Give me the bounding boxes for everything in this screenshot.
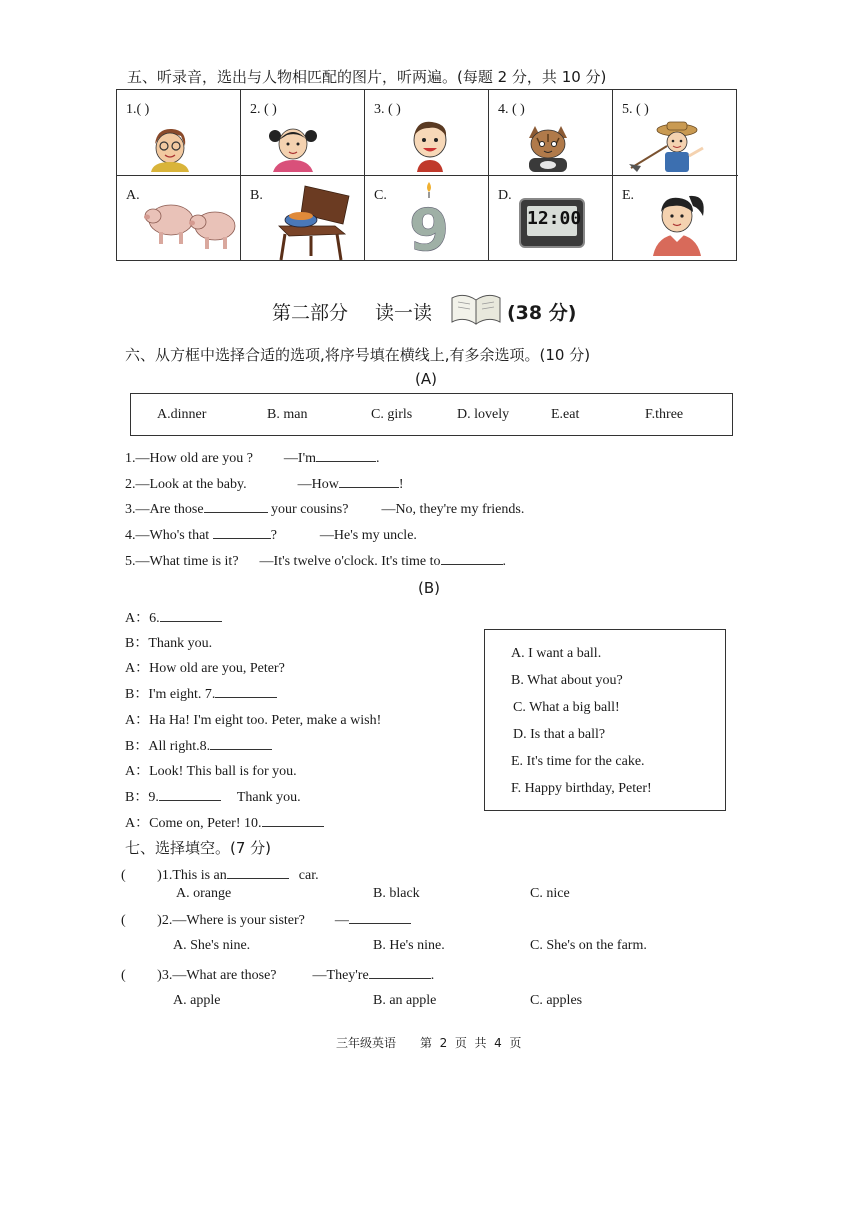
part2-title-left: 第二部分 — [272, 302, 349, 324]
answer-blank[interactable] — [204, 500, 268, 513]
mc-question-2 — [121, 911, 411, 929]
cell-label: A. — [126, 188, 140, 203]
dialog-text: All right.8. — [148, 739, 211, 754]
question-text-mid: your cousins? — [271, 502, 349, 517]
dialog-text: I'm eight. 7. — [148, 687, 216, 702]
table-cell-c — [365, 176, 489, 260]
boy-glasses-icon — [145, 124, 195, 172]
option-b-b: B. What about you? — [511, 673, 623, 688]
answer-paren[interactable]: ( ) — [121, 913, 162, 928]
cell-label: 2. ( ) — [250, 102, 277, 117]
options-box-a — [130, 393, 733, 436]
cell-label: C. — [374, 188, 387, 203]
option-b-e: E. It's time for the cake. — [511, 754, 645, 769]
girl-pigtails-icon — [263, 122, 323, 172]
dialog-text: Ha Ha! I'm eight too. Peter, make a wish! — [149, 713, 382, 728]
number-nine-candle-icon — [409, 180, 449, 256]
section6-heading: 六、从方框中选择合适的选项,将序号填在横线上,有多余选项。(10 分) — [125, 346, 591, 364]
mc-choice-2c[interactable]: C. She's on the farm. — [530, 938, 647, 953]
speaker: B： — [125, 739, 149, 754]
option-b-f: F. Happy birthday, Peter! — [511, 781, 652, 796]
answer-paren[interactable]: ( ) — [121, 868, 162, 883]
answer-paren[interactable]: ( ) — [121, 968, 162, 983]
table-cell-4 — [489, 90, 613, 176]
answer-blank[interactable] — [349, 911, 411, 924]
table-cell-5 — [613, 90, 738, 176]
option-b-d: D. Is that a ball? — [513, 727, 606, 742]
question-text: 2.—Look at the baby. — [125, 477, 247, 492]
option-a: A.dinner — [157, 407, 207, 422]
question-end: —They're — [312, 968, 369, 983]
chair-with-bowl-icon — [271, 184, 351, 260]
speaker: A： — [125, 611, 150, 626]
dialog-line-8 — [125, 786, 301, 806]
question-end: car. — [298, 868, 319, 883]
question-text: 1.This is an — [161, 868, 227, 883]
dialog-line-9 — [125, 812, 324, 832]
answer-blank[interactable] — [441, 552, 503, 565]
answer-blank[interactable] — [369, 966, 431, 979]
mc-choice-1c[interactable]: C. nice — [530, 886, 570, 901]
dialog-text: Look! This ball is for you. — [149, 764, 297, 779]
dialog-text: Thank you. — [148, 636, 213, 651]
cell-label: 5. ( ) — [622, 102, 649, 117]
answer-blank[interactable] — [210, 737, 272, 750]
question-text: 5.—What time is it? — [125, 554, 239, 569]
option-b: B. man — [267, 407, 308, 422]
mc-question-1 — [121, 866, 319, 884]
section6-sub-a: (A) — [415, 370, 437, 388]
dialog-line-2 — [125, 632, 212, 652]
girl-ponytail-icon — [643, 186, 713, 256]
clock-readout: 12:00 — [527, 208, 582, 229]
answer-blank[interactable] — [227, 866, 289, 879]
mc-choice-2b[interactable]: B. He's nine. — [373, 938, 445, 953]
answer-blank[interactable] — [160, 609, 222, 622]
section5-heading: 五、听录音，选出与人物相匹配的图片，听两遍。(每题 2 分，共 10 分) — [127, 68, 607, 86]
boy-icon — [405, 118, 455, 172]
table-cell-1 — [117, 90, 241, 176]
speaker: A： — [125, 661, 150, 676]
cell-label: E. — [622, 188, 635, 203]
answer-text: —It's twelve o'clock. It's time to — [259, 554, 441, 569]
question-text: 3.—What are those? — [161, 968, 277, 983]
answer-blank[interactable] — [159, 788, 221, 801]
question-text: 4.—Who's that — [125, 528, 210, 543]
mc-choice-1b[interactable]: B. black — [373, 886, 420, 901]
section6-sub-b: (B) — [418, 579, 440, 597]
question-text: 3.—Are those — [125, 502, 204, 517]
question-a4 — [125, 526, 417, 544]
question-end: — — [334, 913, 349, 928]
mc-choice-3c[interactable]: C. apples — [530, 993, 583, 1008]
question-end: . — [376, 451, 380, 466]
cell-label: 1.( ) — [126, 102, 150, 117]
picture-matching-table — [116, 89, 737, 261]
dialog-text: How old are you, Peter? — [149, 661, 285, 676]
dialog-line-1 — [125, 607, 222, 627]
dialog-text: Come on, Peter! 10. — [149, 816, 262, 831]
cell-label: 3. ( ) — [374, 102, 401, 117]
answer-text: —No, they're my friends. — [381, 502, 525, 517]
answer-blank[interactable] — [213, 526, 271, 539]
question-a5 — [125, 552, 506, 570]
dialog-line-3 — [125, 657, 285, 677]
digital-clock-icon — [519, 198, 585, 248]
question-end: ! — [398, 477, 404, 492]
part2-title-mid: 读一读 — [375, 302, 433, 324]
options-box-b — [484, 629, 726, 811]
speaker: B： — [125, 636, 149, 651]
answer-text: —I'm — [283, 451, 316, 466]
option-b-a: A. I want a ball. — [511, 646, 602, 661]
part2-title-right: (38 分) — [507, 302, 577, 324]
cell-label: 4. ( ) — [498, 102, 525, 117]
question-a1 — [125, 449, 380, 467]
answer-blank[interactable] — [339, 475, 399, 488]
cat-icon — [517, 120, 579, 174]
question-text: 2.—Where is your sister? — [161, 913, 305, 928]
answer-blank[interactable] — [316, 449, 376, 462]
table-cell-d — [489, 176, 613, 260]
table-cell-3 — [365, 90, 489, 176]
option-c: C. girls — [371, 407, 413, 422]
section7-heading: 七、选择填空。(7 分) — [125, 839, 272, 857]
question-end: ? — [270, 528, 277, 543]
speaker: A： — [125, 713, 150, 728]
question-end: . — [502, 554, 507, 569]
table-cell-2 — [241, 90, 365, 176]
speaker: B： — [125, 687, 149, 702]
answer-blank[interactable] — [262, 814, 324, 827]
table-cell-b — [241, 176, 365, 260]
farmer-icon — [627, 118, 719, 174]
table-cell-a — [117, 176, 241, 260]
dialog-line-4 — [125, 683, 277, 703]
answer-blank[interactable] — [215, 685, 277, 698]
footer-page: 第 2 页 共 4 页 — [420, 1036, 522, 1050]
cell-label: D. — [498, 188, 512, 203]
dialog-line-5 — [125, 709, 381, 729]
question-a3 — [125, 500, 524, 518]
open-book-icon — [448, 290, 504, 326]
answer-text: —He's my uncle. — [319, 528, 417, 543]
question-text: 1.—How old are you ? — [125, 451, 253, 466]
table-cell-e — [613, 176, 738, 260]
mc-choice-2a[interactable]: A. She's nine. — [173, 938, 251, 953]
svg-text:9: 9 — [409, 196, 449, 256]
answer-text: —How — [297, 477, 339, 492]
dialog-tail: Thank you. — [236, 790, 301, 805]
mc-choice-3b[interactable]: B. an apple — [373, 993, 437, 1008]
dialog-text: 6. — [149, 611, 160, 626]
speaker: A： — [125, 816, 150, 831]
cell-label: B. — [250, 188, 263, 203]
question-a2 — [125, 475, 403, 493]
option-f: F.three — [645, 407, 684, 422]
footer-subject: 三年级英语 — [336, 1036, 397, 1050]
option-b-c: C. What a big ball! — [513, 700, 620, 715]
mc-question-3: ( )3.—What are those? —They're . — [121, 968, 435, 983]
option-d: D. lovely — [457, 407, 510, 422]
speaker: A： — [125, 764, 150, 779]
dialog-text: 9. — [148, 790, 159, 805]
option-e: E.eat — [551, 407, 580, 422]
mc-choice-1a[interactable]: A. orange — [176, 886, 232, 901]
pigs-icon — [141, 188, 241, 254]
dialog-line-7 — [125, 760, 297, 780]
speaker: B： — [125, 790, 149, 805]
mc-choice-3a[interactable]: A. apple — [173, 993, 221, 1008]
dialog-line-6 — [125, 735, 272, 755]
